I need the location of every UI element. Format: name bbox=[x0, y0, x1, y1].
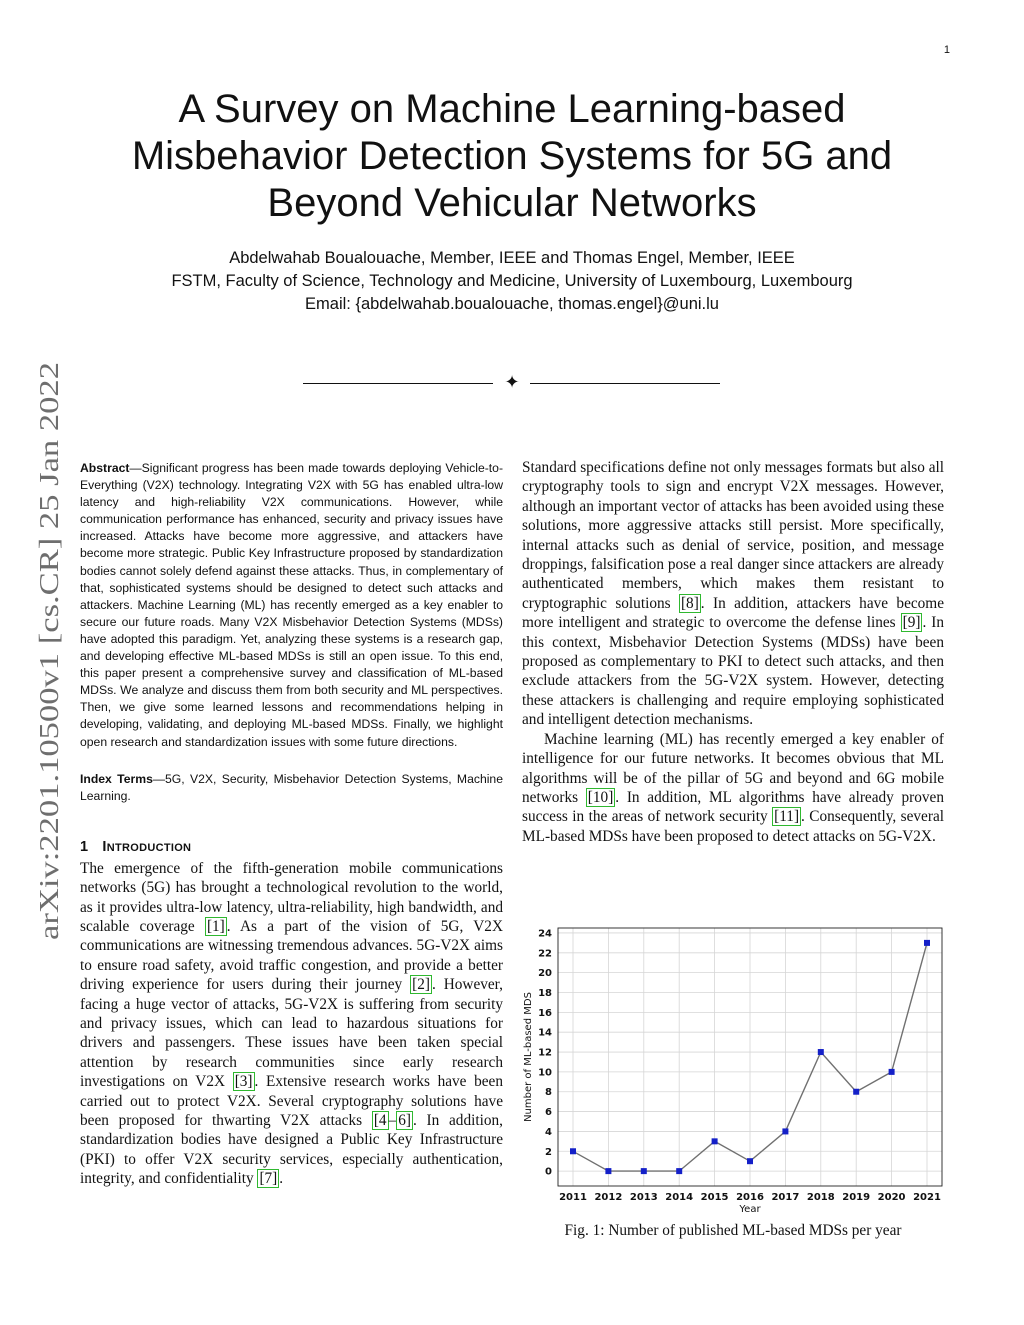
intro-p1-text: . However, facing a huge vector of attacks, 5G-V2X is suffering from security and privacy issues, which can lead to hazardous situations for drivers and passengers. These issues have been taken special attention by research communities since early research investigations on V2X bbox=[80, 976, 503, 1091]
section-number: 1 bbox=[80, 838, 89, 855]
y-tick-label: 16 bbox=[538, 1007, 552, 1019]
index-terms-text: —5G, V2X, Security, Misbehavior Detection Systems, Machine Learning. bbox=[80, 771, 503, 803]
x-axis-label: Year bbox=[739, 1204, 761, 1214]
citation-link[interactable]: [2] bbox=[412, 976, 430, 994]
x-tick-label: 2017 bbox=[771, 1192, 800, 1203]
x-tick-label: 2011 bbox=[559, 1192, 587, 1203]
data-point-marker bbox=[712, 1138, 718, 1144]
separator-line-left bbox=[303, 383, 493, 384]
intro-paragraph-1 bbox=[80, 859, 503, 1189]
intro-p1-text: . Extensive research works have been carried out to protect V2X. Several cryptography solutions have been proposed for thwarting V2X attacks bbox=[80, 1073, 503, 1130]
affiliation: FSTM, Faculty of Science, Technology and Medicine, University of Luxembourg, Luxembourg bbox=[171, 272, 853, 290]
section-title-rest: NTRODUCTION bbox=[106, 841, 192, 854]
y-tick-label: 14 bbox=[538, 1027, 552, 1039]
x-tick-label: 2021 bbox=[913, 1192, 941, 1203]
title-line: A Survey on Machine Learning-based bbox=[178, 87, 846, 131]
citation-link[interactable]: [11] bbox=[774, 808, 800, 826]
x-tick-label: 2015 bbox=[700, 1192, 729, 1203]
left-column bbox=[80, 460, 503, 1189]
title-line: Beyond Vehicular Networks bbox=[267, 181, 757, 225]
figure-1 bbox=[522, 924, 944, 1219]
citation-link[interactable]: [10] bbox=[587, 788, 614, 806]
title-line: Misbehavior Detection Systems for 5G and bbox=[131, 134, 893, 178]
y-tick-label: 12 bbox=[538, 1047, 552, 1059]
intro-p3-text: Machine learning (ML) has recently emerged a key enabler of intelligence for our future networks. It becomes obvious that ML algorithms will be of the pillar of 5G and beyond and 6G mobile networks bbox=[522, 730, 944, 806]
data-point-marker bbox=[676, 1168, 682, 1174]
separator-line-right bbox=[530, 383, 720, 384]
arxiv-stamp-text: arXiv:2201.10500v1 [cs.CR] 25 Jan 2022 bbox=[34, 488, 64, 940]
data-point-marker bbox=[641, 1168, 647, 1174]
y-tick-label: 0 bbox=[545, 1166, 552, 1178]
citation-link[interactable]: [7] bbox=[259, 1170, 278, 1188]
y-axis-label: Number of ML-based MDS bbox=[523, 992, 534, 1122]
intro-p2-text: Standard specifications define not only messages formats but also all cryptography tools to sign and encrypt V2X messages. However, although an important vector of attacks has been avoided using these solutions, more aggressive attacks still persist. More specifically, internal attacks such as denial of service, position, and message droppings, falsification pose a real danger since attackers are already authenticated members, which makes them resistant to cryptographic solutions bbox=[522, 459, 944, 612]
data-point-marker bbox=[889, 1069, 895, 1075]
citation-link[interactable]: [4 bbox=[373, 1112, 387, 1130]
data-point-marker bbox=[570, 1148, 576, 1154]
author-block bbox=[80, 247, 944, 316]
y-tick-label: 10 bbox=[538, 1067, 552, 1079]
figure-caption: Fig. 1: Number of published ML-based MDSs per year bbox=[564, 1222, 902, 1239]
y-tick-label: 4 bbox=[545, 1126, 552, 1138]
data-point-marker bbox=[747, 1158, 753, 1164]
x-tick-label: 2012 bbox=[594, 1192, 623, 1203]
data-point-marker bbox=[853, 1089, 859, 1095]
y-tick-label: 24 bbox=[538, 928, 552, 940]
citation-link[interactable]: [8] bbox=[680, 594, 699, 612]
citation-link[interactable]: [3] bbox=[234, 1073, 253, 1091]
y-tick-label: 18 bbox=[538, 988, 552, 999]
abstract bbox=[80, 460, 503, 751]
page-number: 1 bbox=[943, 44, 950, 56]
authors: Abdelwahab Boualouache, Member, IEEE and Thomas Engel, Member, IEEE bbox=[229, 249, 795, 267]
abstract-label: Abstract bbox=[80, 461, 130, 475]
intro-p2-text: . In addition, attackers have become more intelligent and strategic to overcome the defense lines bbox=[522, 594, 944, 632]
citation-link[interactable]: [1] bbox=[206, 918, 225, 935]
x-tick-label: 2014 bbox=[665, 1192, 694, 1203]
x-tick-label: 2019 bbox=[842, 1192, 871, 1203]
y-tick-label: 6 bbox=[545, 1107, 552, 1119]
intro-paragraph-2 bbox=[522, 458, 944, 730]
intro-p1-text: . bbox=[279, 1170, 284, 1188]
intro-p1-text: The emergence of the fifth-generation mobile communications networks (5G) has brought a technological revolution to the world, as it provides ultra-low latency, ultra-reliability, high bandwidth, and scalable coverage bbox=[80, 859, 503, 935]
line-chart bbox=[522, 924, 944, 1214]
index-terms bbox=[80, 771, 503, 805]
data-point-marker bbox=[924, 940, 930, 946]
x-tick-label: 2018 bbox=[806, 1192, 835, 1203]
x-tick-label: 2016 bbox=[736, 1192, 764, 1203]
y-tick-label: 8 bbox=[545, 1087, 552, 1099]
arxiv-stamp bbox=[22, 360, 66, 945]
citation-link[interactable]: 6] bbox=[398, 1112, 411, 1130]
x-tick-label: 2013 bbox=[629, 1192, 658, 1203]
intro-p1-text: . As a part of the vision of 5G, V2X communications are witnessing tremendous advances. 5G-V2X aims to ensure road safety, avoid traffic congestion, and provide a better driving experience for users during their journey bbox=[80, 918, 504, 994]
intro-p3-text: . Consequently, several ML-based MDSs have been proposed to detect attacks on 5G-V2X. bbox=[522, 808, 944, 845]
y-tick-label: 22 bbox=[538, 948, 552, 960]
citation-link[interactable]: [9] bbox=[902, 614, 921, 632]
paper-title bbox=[100, 86, 924, 227]
email: Email: {abdelwahab.boualouache, thomas.engel}@uni.lu bbox=[305, 295, 719, 313]
intro-p1-text: . In addition, standardization bodies have designed a Public Key Infrastructure (PKI) to offer V2X security services, especially authentication, integrity, and confidentiality bbox=[80, 1112, 503, 1188]
y-tick-label: 2 bbox=[545, 1146, 552, 1158]
intro-p1-text: – bbox=[388, 1112, 397, 1130]
y-tick-label: 20 bbox=[538, 968, 552, 980]
data-point-marker bbox=[782, 1128, 788, 1134]
right-column bbox=[522, 458, 944, 1214]
data-point-marker bbox=[818, 1049, 824, 1055]
separator-diamond-icon: ✦ bbox=[504, 372, 520, 392]
intro-paragraph-3 bbox=[522, 730, 944, 846]
arxiv-stamp-svg bbox=[22, 360, 66, 945]
x-tick-label: 2020 bbox=[877, 1192, 906, 1203]
index-terms-label: Index Terms bbox=[80, 771, 153, 786]
intro-p2-text: . In this context, Misbehavior Detection Systems (MDSs) have been proposed as complementary to PKI to detect such attacks, and then exclude attackers from the 5G-V2X system. However, detecting these attackers is challenging and require employing sophisticated and intelligent detection mechanisms. bbox=[522, 614, 944, 729]
abstract-text: —Significant progress has been made towards deploying Vehicle-to-Everything (V2X) technology. Integrating V2X with 5G has enabled ultra-low latency and high-reliability V2X communications. However, while communication performance has enhanced, security and privacy issues have increased. Attacks have become more aggressive, and attackers have become more strategic. Public Key Infrastructure proposed by standardization bodies cannot solely defend against these attacks. Thus, in complementary of that, sophisticated systems should be designed to detect such attacks and attackers. Machine Learning (ML) has recently emerged as a key enabler to secure our future roads. Many V2X Misbehavior Detection Systems (MDSs) have adopted this paradigm. Yet, analyzing these systems is a research gap, and developing effective ML-based MDSs is still an open issue. To this end, this paper present a comprehensive survey and classification of ML-based MDSs. We analyze and discuss them from both security and ML perspectives. Then, we give some learned lessons and recommendations helping in developing, validating, and deploying ML-based MDSs. Finally, we highlight open research and standardization issues with some future directions. bbox=[80, 461, 503, 749]
section-title-initial: I bbox=[102, 838, 107, 855]
section-heading bbox=[80, 839, 503, 855]
data-point-marker bbox=[605, 1168, 611, 1174]
intro-p3-text: . In addition, ML algorithms have already proven success in the areas of network security bbox=[522, 788, 944, 826]
